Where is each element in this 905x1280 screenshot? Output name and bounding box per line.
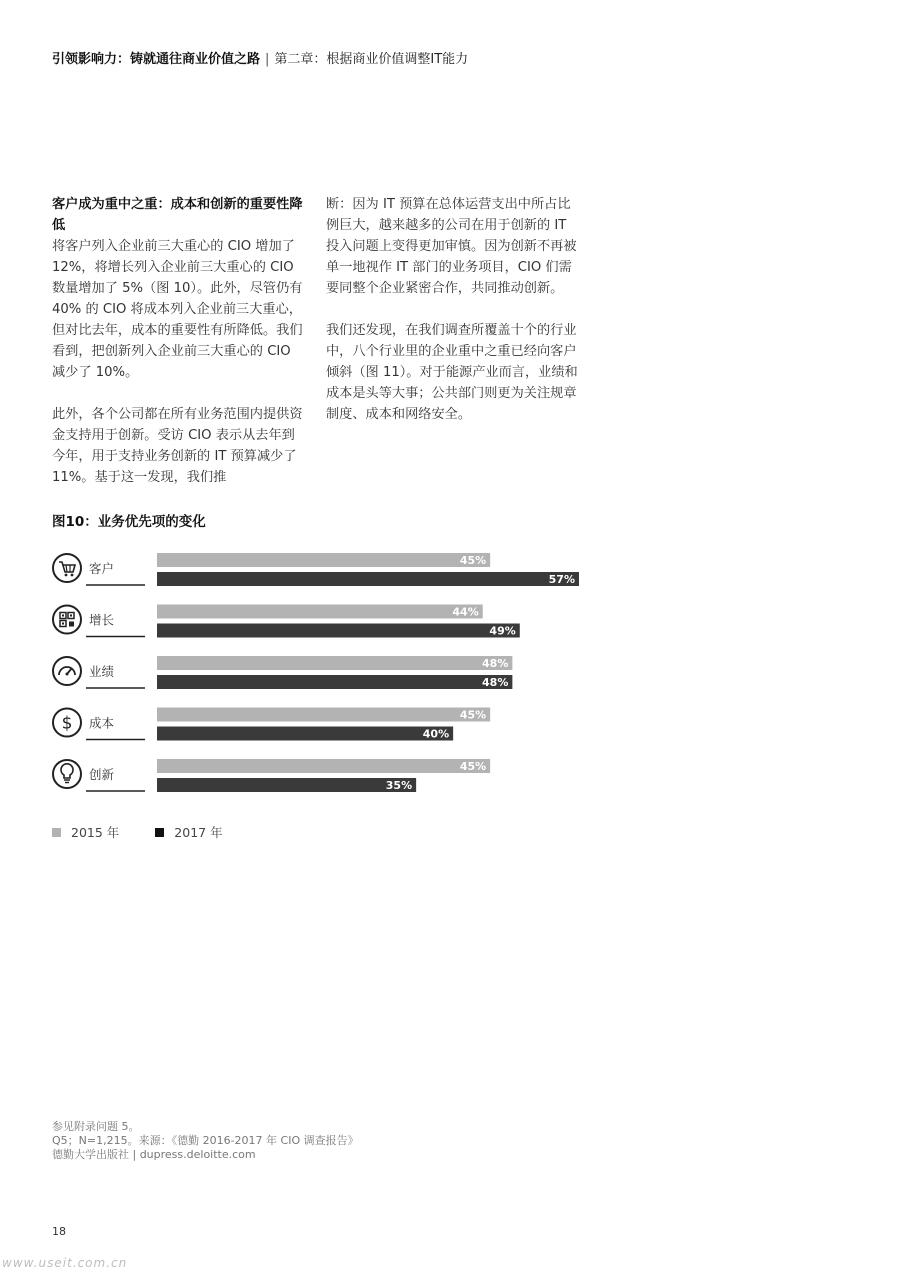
bar-value-label: 45% — [459, 708, 487, 722]
category-label: 增长 — [89, 612, 115, 628]
bar-2015 — [157, 708, 490, 722]
icon-ring — [53, 606, 81, 634]
bar-value-label: 44% — [452, 605, 479, 619]
legend-swatch-2015 — [52, 828, 61, 837]
bar-2017 — [157, 778, 416, 792]
gauge-hub — [66, 673, 69, 676]
footnote-line-1: 参见附录问题 5。 — [52, 1120, 140, 1133]
cart-line — [66, 565, 67, 572]
shopping-cart-icon — [53, 554, 81, 582]
bar-2015 — [157, 759, 490, 773]
qr-dot — [70, 615, 72, 617]
chart-row — [53, 759, 490, 792]
legend-swatch-2017 — [155, 828, 164, 837]
bulb-glass — [61, 764, 73, 778]
page-number: 18 — [52, 1225, 66, 1238]
dollar-icon — [53, 709, 81, 737]
bar-2017 — [157, 675, 512, 689]
bar-value-label: 57% — [548, 573, 575, 586]
header-separator: | — [265, 52, 270, 67]
left-paragraph-1: 将客户列入企业前三大重心的 CIO 增加了 12%，将增长列入企业前三大重心的 CIO 数量增加了 5%（图 10）。此外，尽管仍有 40% 的 CIO 将成本列入企业前三大重心，但对比去年，成本的重要性有所降低。我们看到，把创新列入企业前三大重心的 CIO 减少了 10%。 — [52, 239, 303, 380]
qr-code-icon — [53, 606, 81, 634]
report-title: 引领影响力：铸就通往商业价值之路 — [52, 52, 261, 67]
priority-bar-chart — [48, 548, 608, 803]
bar-2017 — [157, 624, 520, 638]
category-label: 客户 — [89, 561, 115, 576]
lightbulb-icon — [53, 760, 81, 788]
bar-2017 — [157, 727, 453, 741]
left-paragraph-2: 此外，各个公司都在所有业务范围内提供资金支持用于创新。受访 CIO 表示从去年到今年，用于支持业务创新的 IT 预算减少了 11%。基于这一发现，我们推 — [52, 407, 303, 485]
legend-item-2017 — [155, 823, 222, 841]
figure-title: 图10：业务优先项的变化 — [52, 514, 206, 530]
bar-value-label: 45% — [459, 760, 487, 773]
legend-label-2015: 2015 年 — [71, 825, 120, 840]
legend-item-2015 — [52, 823, 119, 841]
bar-2017 — [157, 572, 579, 586]
bar-2015 — [157, 656, 512, 670]
bar-value-label: 48% — [482, 657, 509, 670]
qr-dot — [69, 622, 74, 627]
chart-legend — [52, 823, 259, 841]
footnotes — [52, 1120, 359, 1162]
bar-2015 — [157, 553, 490, 567]
cart-wheel — [71, 574, 74, 577]
chart-row — [53, 708, 490, 741]
footnote-line-3: 德勤大学出版社 | dupress.deloitte.com — [52, 1148, 256, 1161]
legend-label-2017: 2017 年 — [174, 825, 223, 840]
right-paragraph-1: 断：因为 IT 预算在总体运营支出中所占比例巨大，越来越多的公司在用于创新的 IT 投入问题上变得更加审慎。因为创新不再被单一地视作 IT 部门的业务项目，CIO 们需要同整个企业紧密合作，共同推动创新。 — [326, 197, 577, 296]
category-label: 成本 — [89, 715, 115, 731]
bar-value-label: 35% — [385, 779, 413, 792]
icon-ring — [53, 657, 81, 685]
running-header — [52, 48, 468, 67]
chapter-title: 第二章：根据商业价值调整IT能力 — [274, 52, 469, 67]
qr-dot — [62, 615, 64, 617]
qr-dot — [62, 623, 64, 625]
speedometer-icon — [53, 657, 81, 685]
bar-value-label: 48% — [482, 676, 509, 689]
right-paragraph-2: 我们还发现，在我们调查所覆盖十个的行业中，八个行业里的企业重中之重已经向客户倾斜（图 11）。对于能源产业而言，业绩和成本是头等大事；公共部门则更为关注规章制度、成本和网络安全。 — [326, 323, 578, 422]
category-label: 业绩 — [89, 664, 115, 679]
bar-value-label: 49% — [489, 624, 516, 638]
watermark: www.useit.com.cn — [2, 1256, 128, 1270]
bar-2015 — [157, 605, 483, 619]
chart-row — [53, 656, 512, 689]
chart-row — [53, 605, 520, 638]
left-column — [52, 194, 304, 509]
section-subheading: 客户成为重中之重：成本和创新的重要性降低 — [52, 197, 303, 233]
footnote-line-2: Q5；N=1,215。来源：《德勤 2016-2017 年 CIO 调查报告》 — [52, 1134, 359, 1147]
chart-row — [53, 553, 579, 586]
bar-value-label: 40% — [422, 727, 450, 741]
right-column — [326, 194, 578, 446]
category-label: 创新 — [89, 767, 115, 782]
cart-wheel — [65, 574, 68, 577]
dollar-glyph: $ — [61, 713, 73, 734]
bar-value-label: 45% — [459, 554, 487, 567]
